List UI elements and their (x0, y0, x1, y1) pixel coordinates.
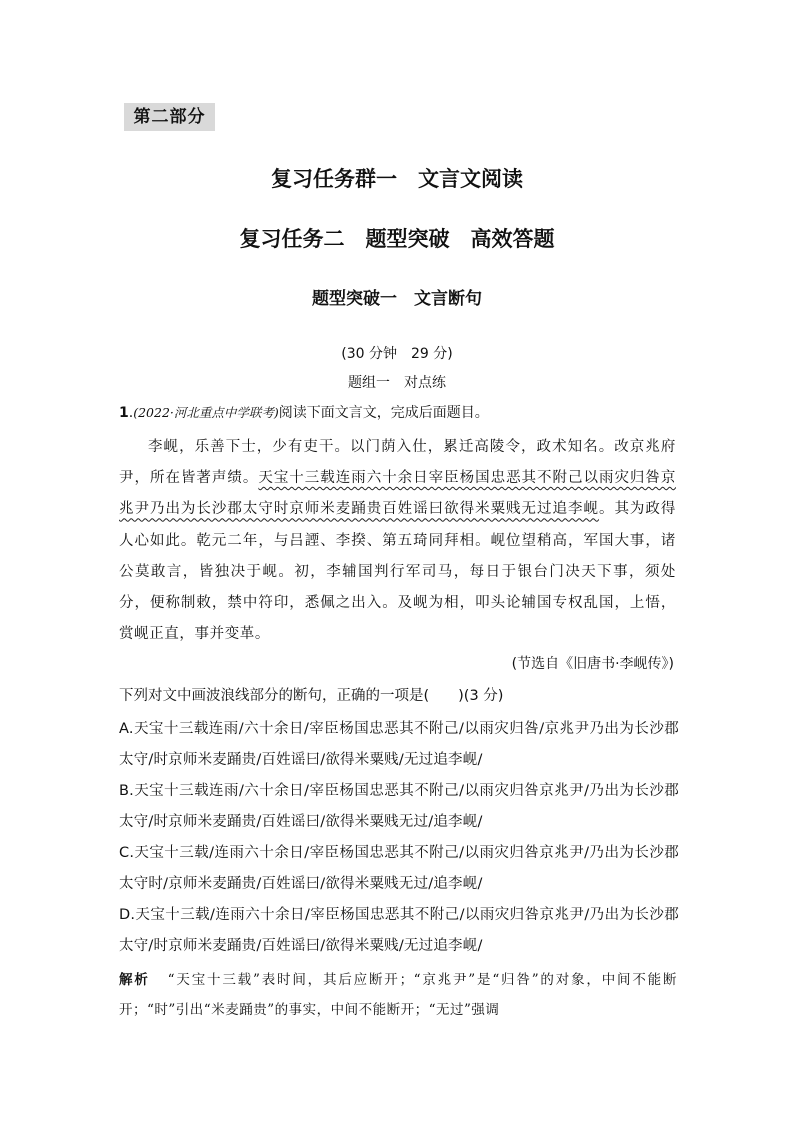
option-d[interactable]: D.天宝十三载/连雨六十余日/宰臣杨国忠恶其不附己/以雨灾归咎京兆尹/乃出为长沙郡太守/时京师米麦踊贵/百姓谣曰/欲得米粟贱/无过追李岘/ (119, 907, 679, 954)
group-title: 题组一 对点练 (348, 375, 446, 391)
analysis-text: “天宝十三载”表时间，其后应断开；“京兆尹”是“归咎”的对象，中间不能断开；“时”引出“米麦踊贵”的事实，中间不能断开；“无过”强调 (119, 972, 677, 1018)
task-heading: 复习任务二 题型突破 高效答题 (239, 227, 555, 251)
question-number: 1 (119, 405, 129, 421)
classical-passage (119, 432, 676, 650)
passage-text-before: 李岘，乐善下士，少有吏干。以门荫入仕，累迁高陵令，政术知名。改京兆府尹，所在皆著声绩。 (119, 439, 676, 487)
passage-source: (节选自《旧唐书·李岘传》) (511, 656, 674, 672)
question-dot: . (128, 405, 134, 421)
analysis (119, 965, 677, 1025)
passage-text-after: 。其为政得人心如此。乾元二年，与吕諲、李揆、第五琦同拜相。岘位望稍高，军国大事，诸公莫敢言，皆独决于岘。初，李辅国判行军司马，每日于银台门决天下事，须处分，便称制敕，禁中符印，悉佩之出入。及岘为相，叩头论辅国专权乱国，上悟，赏岘正直，事并变革。 (119, 501, 676, 643)
question-header (119, 402, 679, 422)
question-instruction: 阅读下面文言文，完成后面题目。 (278, 405, 489, 421)
option-b[interactable]: B.天宝十三载连雨/六十余日/宰臣杨国忠恶其不附己/以雨灾归咎京兆尹/乃出为长沙郡太守/时京师米麦踊贵/百姓谣曰/欲得米粟贱无过/追李岘/ (119, 783, 679, 830)
time-limit: (30 分钟 29 分) (341, 346, 453, 362)
section-heading: 复习任务群一 文言文阅读 (271, 167, 523, 191)
question-source-tag: (2022·河北重点中学联考) (133, 405, 279, 420)
analysis-label: 解析 (119, 972, 150, 988)
topic-heading: 题型突破一 文言断句 (312, 289, 482, 309)
question-stem: 下列对文中画波浪线部分的断句，正确的一项是( )(3 分) (119, 688, 504, 704)
answer-options (119, 714, 679, 962)
option-c[interactable]: C.天宝十三载/连雨六十余日/宰臣杨国忠恶其不附己/以雨灾归咎京兆尹/乃出为长沙郡太守时/京师米麦踊贵/百姓谣曰/欲得米粟贱无过/追李岘/ (119, 845, 679, 892)
passage-wavy-underlined: 天宝十三载连雨六十余日宰臣杨国忠恶其不附己以雨灾归咎京兆尹乃出为长沙郡太守时京师米麦踊贵百姓谣曰欲得米粟贱无过追李岘 (119, 470, 676, 518)
option-a[interactable]: A.天宝十三载连雨/六十余日/宰臣杨国忠恶其不附己/以雨灾归咎/京兆尹乃出为长沙郡太守/时京师米麦踊贵/百姓谣曰/欲得米粟贱/无过追李岘/ (119, 721, 679, 768)
part-label: 第二部分 (124, 103, 215, 131)
